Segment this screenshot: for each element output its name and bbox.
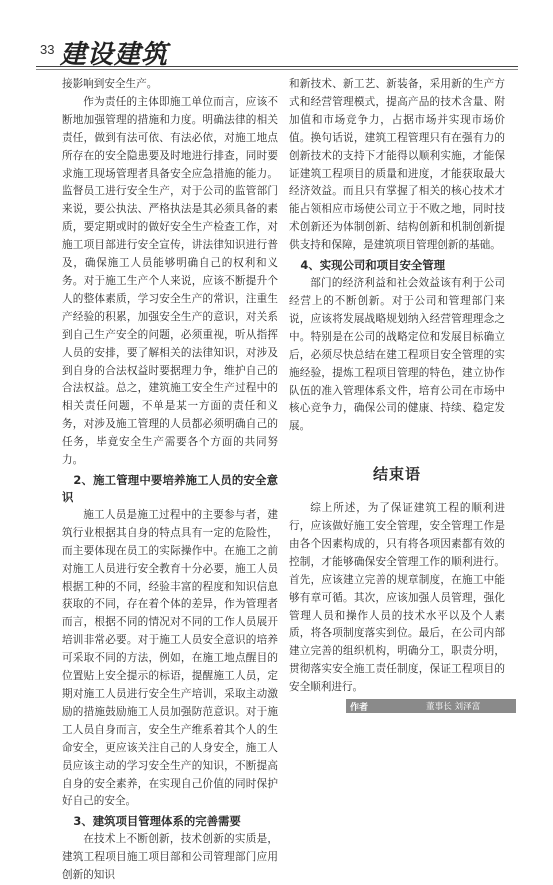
paragraph: 部门的经济利益和社会效益该有利于公司经营上的不断创新。对于公司和管理部门来说，应该将发展战略规划纳入经营管理理念之中。特别是在公司的战略定位和发展目标确立后，必须尽快总结在建工程项目安全管理的实施经验，提炼工程项目管理的特色，建立协作队伍的准入管理体系文件，培育公司在市场中核心竞争力，确保公司的健康、持续、稳定发展。	[289, 277, 505, 433]
paragraph: 和新技术、新工艺、新装备，采用新的生产方式和经营管理模式，提高产品的技术含量、附加值和市场竞争力，占据市场并实现市场价值。换句话说，建筑工程管理只有在强有力的创新技术的支持下才能得以顺利实施，才能保证建筑工程项目的质量和进度，才能获取最大经济效益。而且只有掌握了相关的核心技术才能占领相应市场使公司立于不败之地，同时技术创新还为体制创新、结构创新和机制创新提供支持和保障，是建筑项目管理创新的基础。	[289, 78, 505, 252]
author-label: 作者	[350, 703, 369, 713]
magazine-title: 建设建筑	[60, 40, 169, 70]
paragraph: 在技术上不断创新，技术创新的实质是，建筑工程项目施工项目部和公司管理部门应用创新的知识	[62, 833, 278, 882]
author-name: 董事长 刘泽富	[426, 702, 481, 712]
conclusion-title: 结束语	[372, 465, 421, 484]
section-heading: 2、施工管理中要培养施工人员的安全意识	[62, 472, 278, 504]
left-column	[62, 76, 278, 885]
right-column	[289, 76, 505, 697]
paragraph: 接影响到安全生产。	[62, 78, 158, 90]
paragraph: 施工人员是施工过程中的主要参与者，建筑行业根据其自身的特点具有一定的危险性，而主要体现在员工的实际操作中。在施工之前对施工人员进行安全教育十分必要，施工人员根据工种的不同，经验丰富的程度和知识信息获取的不同，存在着个体的差异，作为管理者而言，根据不同的情况对不同的工作人员展开培训非常必要。对于施工人员安全意识的培养可采取不同的方法，例如，在施工地点醒目的位置贴上安全提示的标语，提醒施工人员，定期对施工人员进行安全生产培训，采取主动激励的措施鼓励施工人员加强防范意识。对于施工人员自身而言，安全生产维系着其个人的生命安全，更应该关注自己的人身安全，施工人员应该主动的学习安全生产的知识，不断提高自身的安全素养，在实现自己价值的同时保护好自己的安全。	[62, 508, 278, 808]
section-heading: 3、建筑项目管理体系的完善需要	[73, 814, 241, 829]
page-header	[40, 36, 520, 70]
page-number: 33	[40, 42, 55, 57]
header-rule-thin	[36, 69, 518, 70]
paragraph: 综上所述，为了保证建筑工程的顺利进行，应该做好施工安全管理，安全管理工作是由各个因素构成的，只有将各项因素都有效的控制，才能够确保安全管理工作的顺利进行。首先，应该建立完善的规章制度，在施工中能够有章可循。其次，应该加强人员管理，强化管理人员和操作人员的技术水平以及个人素质，将各项制度落实到位。最后，在公司内部建立完善的组织机构，明确分工，职责分明，贯彻落实安全施工责任制度，保证工程项目的安全顺利进行。	[289, 502, 505, 694]
paragraph: 作为责任的主体即施工单位而言，应该不断地加强管理的措施和力度。明确法律的相关责任，做到有法可依、有法必依，对施工地点所存在的安全隐患要及时地进行排查，同时要求施工现场管理者具备安全应急措施的能力。监督员工进行安全生产，对于公司的监管部门来说，要公执法、严格执法是其必须具备的素质，要定期或时的做好安全生产检查工作，对施工项目部进行安全宣传，讲法律知识进行普及，确保施工人员能够明确自己的权利和义务。对于施工生产个人来说，应该不断提升个人的整体素质，学习安全生产的常识，注重生产经验的积累，加强安全生产的意识，对关系到自己生产安全的问题，必须重视，听从指挥人员的安排，要了解相关的法律知识，对涉及到自身的合法权益时要据理力争，维护自己的合法权益。总之，建筑施工安全生产过程中的相关责任问题，不单是某一方面的责任和义务，对涉及施工管理的人员都必须明确自己的任务，毕竟安全生产需要各个方面的共同努力。	[62, 95, 278, 467]
section-heading: 4、实现公司和项目安全管理	[300, 258, 446, 273]
header-rule	[36, 66, 518, 67]
